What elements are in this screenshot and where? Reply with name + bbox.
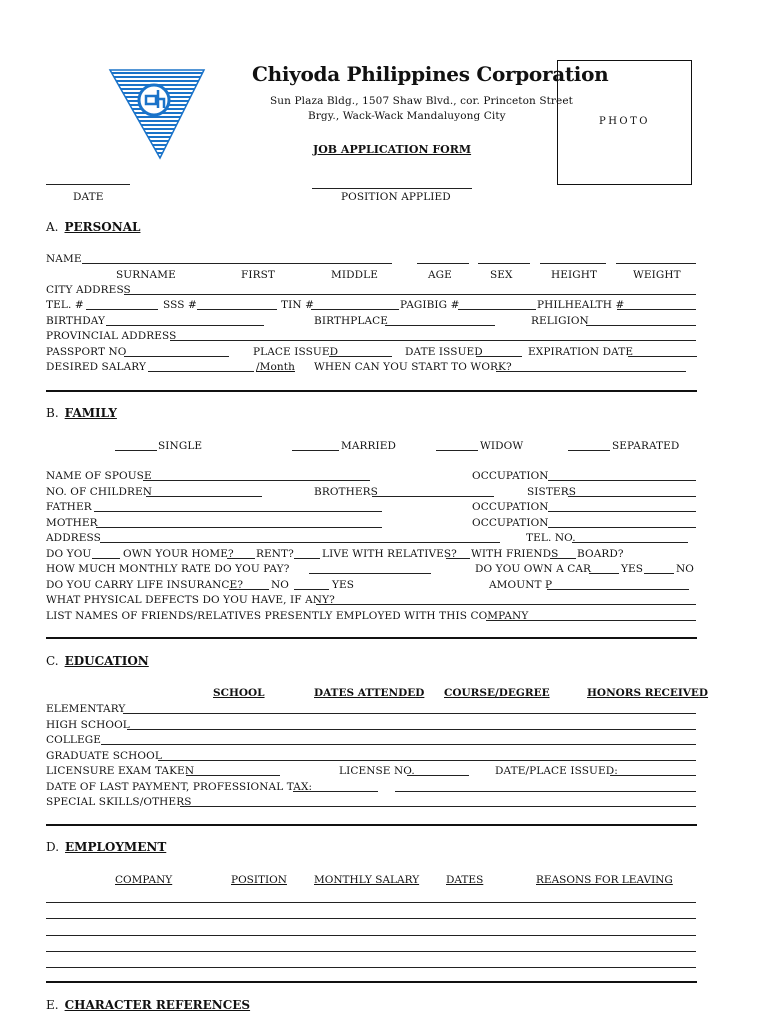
- height-field[interactable]: [540, 263, 606, 264]
- section-letter: C.: [46, 654, 59, 668]
- company-name: Chiyoda Philippines Corporation: [252, 62, 609, 86]
- elementary-label: ELEMENTARY: [46, 703, 126, 715]
- amount-field[interactable]: [547, 589, 689, 590]
- spouse-occupation-field[interactable]: [548, 480, 696, 481]
- photo-box[interactable]: [557, 60, 692, 185]
- car-yes-checkbox[interactable]: [589, 573, 619, 574]
- spouse-field[interactable]: [143, 480, 370, 481]
- skills-label: SPECIAL SKILLS/OTHERS: [46, 796, 192, 808]
- friends-label: WITH FRIENDS: [471, 548, 559, 560]
- rent-checkbox[interactable]: [227, 558, 255, 559]
- insurance-yes-checkbox[interactable]: [294, 589, 329, 590]
- own-home-label: OWN YOUR HOME?: [123, 548, 234, 560]
- start-label: WHEN CAN YOU START TO WORK?: [314, 361, 512, 373]
- spouse-label: NAME OF SPOUSE: [46, 470, 152, 482]
- skills-field[interactable]: [180, 806, 696, 807]
- insurance-no-checkbox[interactable]: [229, 589, 269, 590]
- reasons-column-header: REASONS FOR LEAVING: [536, 874, 673, 886]
- sex-field[interactable]: [478, 263, 530, 264]
- license-no-field[interactable]: [407, 775, 469, 776]
- married-label: MARRIED: [341, 440, 397, 452]
- separated-checkbox[interactable]: [568, 450, 610, 451]
- middle-label: MIDDLE: [331, 269, 378, 281]
- separated-label: SEPARATED: [612, 440, 680, 452]
- children-label: NO. OF CHILDREN: [46, 486, 153, 498]
- place-issued-label: PLACE ISSUED: [253, 346, 339, 358]
- own-home-checkbox[interactable]: [92, 558, 120, 559]
- license-no-label: LICENSE NO.: [339, 765, 415, 777]
- elementary-field[interactable]: [123, 713, 696, 714]
- high-school-field[interactable]: [127, 729, 696, 730]
- relatives-label: LIVE WITH RELATIVES?: [322, 548, 457, 560]
- position-column-header: POSITION: [231, 874, 287, 886]
- family-address-label: ADDRESS: [46, 532, 101, 544]
- graduate-field[interactable]: [158, 760, 696, 761]
- sss-label: SSS #: [163, 299, 197, 311]
- sss-field[interactable]: [197, 309, 277, 310]
- sisters-field[interactable]: [568, 496, 696, 497]
- licensure-field[interactable]: [186, 775, 280, 776]
- spouse-occupation-label: OCCUPATION: [472, 470, 549, 482]
- insurance-yes-label: YES: [332, 579, 355, 591]
- company-address-line2: Brgy., Wack-Wack Mandaluyong City: [308, 110, 506, 122]
- section-family-heading: [46, 406, 117, 420]
- own-car-label: DO YOU OWN A CAR: [475, 563, 592, 575]
- school-column-header: SCHOOL: [213, 687, 265, 699]
- monthly-rate-label: HOW MUCH MONTHLY RATE DO YOU PAY?: [46, 563, 290, 575]
- age-field[interactable]: [417, 263, 469, 264]
- tax-label: DATE OF LAST PAYMENT, PROFESSIONAL TAX:: [46, 781, 313, 793]
- brothers-label: BROTHERS: [314, 486, 378, 498]
- philhealth-field[interactable]: [617, 309, 696, 310]
- married-checkbox[interactable]: [292, 450, 339, 451]
- provincial-address-field[interactable]: [170, 340, 696, 341]
- section-divider: [46, 981, 697, 983]
- section-title: EDUCATION: [64, 654, 149, 668]
- employment-row-4[interactable]: [46, 951, 696, 952]
- company-column-header: COMPANY: [115, 874, 173, 886]
- first-label: FIRST: [241, 269, 276, 281]
- tax-place-field[interactable]: [395, 791, 696, 792]
- desired-salary-label: DESIRED SALARY: [46, 361, 146, 373]
- friends-employed-label: LIST NAMES OF FRIENDS/RELATIVES PRESENTLY EMPLOYED WITH THIS COMPANY: [46, 610, 529, 622]
- college-label: COLLEGE: [46, 734, 102, 746]
- honors-column-header: HONORS RECEIVED: [587, 687, 709, 699]
- tax-date-field[interactable]: [293, 791, 378, 792]
- section-title: EMPLOYMENT: [65, 840, 167, 854]
- father-occupation-field[interactable]: [548, 511, 696, 512]
- section-employment-heading: [46, 840, 166, 854]
- birthday-label: BIRTHDAY: [46, 315, 106, 327]
- friends-checkbox[interactable]: [446, 558, 470, 559]
- board-checkbox[interactable]: [550, 558, 576, 559]
- religion-field[interactable]: [586, 325, 696, 326]
- section-title: CHARACTER REFERENCES: [64, 998, 251, 1012]
- company-address-line1: Sun Plaza Bldg., 1507 Shaw Blvd., cor. Princeton Street: [270, 95, 574, 107]
- passport-label: PASSPORT NO: [46, 346, 127, 358]
- brothers-field[interactable]: [372, 496, 494, 497]
- family-tel-label: TEL. NO.: [526, 532, 576, 544]
- mother-label: MOTHER: [46, 517, 98, 529]
- mother-field[interactable]: [96, 527, 382, 528]
- date-label: DATE: [73, 191, 104, 203]
- salary-column-header: MONTHLY SALARY: [314, 874, 420, 886]
- name-field[interactable]: [82, 263, 392, 264]
- section-title: PERSONAL: [64, 220, 141, 234]
- insurance-label: DO YOU CARRY LIFE INSURANCE?: [46, 579, 244, 591]
- employment-row-2[interactable]: [46, 918, 696, 919]
- widow-checkbox[interactable]: [436, 450, 478, 451]
- section-letter: D.: [46, 840, 60, 854]
- section-divider: [46, 637, 697, 639]
- form-title: JOB APPLICATION FORM: [313, 143, 472, 156]
- pagibig-label: PAGIBIG #: [400, 299, 460, 311]
- expiration-field[interactable]: [628, 356, 697, 357]
- licensure-label: LICENSURE EXAM TAKEN: [46, 765, 195, 777]
- single-checkbox[interactable]: [115, 450, 157, 451]
- section-education-heading: [46, 654, 149, 668]
- birthplace-field[interactable]: [385, 325, 495, 326]
- company-logo: [108, 68, 206, 160]
- philhealth-label: PHILHEALTH #: [537, 299, 625, 311]
- do-you-label: DO YOU: [46, 548, 92, 560]
- passport-field[interactable]: [124, 356, 229, 357]
- date-place-label: DATE/PLACE ISSUED:: [495, 765, 618, 777]
- car-yes-label: YES: [621, 563, 644, 575]
- single-label: SINGLE: [158, 440, 203, 452]
- father-occupation-label: OCCUPATION: [472, 501, 549, 513]
- age-label: AGE: [428, 269, 452, 281]
- place-issued-field[interactable]: [329, 356, 392, 357]
- father-field[interactable]: [94, 511, 382, 512]
- friends-employed-field[interactable]: [486, 620, 696, 621]
- monthly-rate-field[interactable]: [309, 573, 431, 574]
- section-divider: [46, 390, 697, 392]
- section-divider: [46, 824, 697, 826]
- religion-label: RELIGION: [531, 315, 589, 327]
- name-label: NAME: [46, 253, 82, 265]
- date-issued-label: DATE ISSUED: [405, 346, 483, 358]
- course-column-header: COURSE/DEGREE: [444, 687, 550, 699]
- section-references-heading: [46, 998, 250, 1012]
- defects-label: WHAT PHYSICAL DEFECTS DO YOU HAVE, IF ANY?: [46, 594, 335, 606]
- college-field[interactable]: [101, 744, 696, 745]
- employment-row-1[interactable]: [46, 902, 696, 903]
- height-label: HEIGHT: [551, 269, 598, 281]
- expiration-label: EXPIRATION DATE: [528, 346, 634, 358]
- tin-label: TIN #: [281, 299, 314, 311]
- weight-field[interactable]: [616, 263, 696, 264]
- month-label: /Month: [256, 361, 295, 373]
- employment-row-3[interactable]: [46, 935, 696, 936]
- rent-label: RENT?: [256, 548, 294, 560]
- tel-field[interactable]: [86, 309, 158, 310]
- amount-label: AMOUNT P: [489, 579, 553, 591]
- mother-occupation-field[interactable]: [548, 527, 696, 528]
- graduate-label: GRADUATE SCHOOL: [46, 750, 162, 762]
- date-field[interactable]: [46, 184, 130, 185]
- sisters-label: SISTERS: [527, 486, 577, 498]
- date-place-field[interactable]: [610, 775, 696, 776]
- mother-occupation-label: OCCUPATION: [472, 517, 549, 529]
- birthday-field[interactable]: [106, 325, 264, 326]
- tin-field[interactable]: [311, 309, 399, 310]
- date-issued-field[interactable]: [476, 356, 522, 357]
- widow-label: WIDOW: [480, 440, 524, 452]
- position-label: POSITION APPLIED: [341, 191, 451, 203]
- defects-field[interactable]: [316, 604, 696, 605]
- city-address-label: CITY ADDRESS: [46, 284, 131, 296]
- dates-attended-column-header: DATES ATTENDED: [314, 687, 425, 699]
- logo-graphic: [108, 68, 206, 160]
- weight-label: WEIGHT: [633, 269, 681, 281]
- tel-label: TEL. #: [46, 299, 84, 311]
- car-no-checkbox[interactable]: [644, 573, 674, 574]
- start-field[interactable]: [496, 371, 686, 372]
- section-letter: A.: [46, 220, 59, 234]
- car-no-label: NO: [676, 563, 694, 575]
- surname-label: SURNAME: [116, 269, 176, 281]
- city-address-field[interactable]: [124, 294, 696, 295]
- section-title: FAMILY: [64, 406, 117, 420]
- sex-label: SEX: [490, 269, 513, 281]
- position-field[interactable]: [312, 188, 472, 189]
- employment-row-5[interactable]: [46, 967, 696, 968]
- section-letter: B.: [46, 406, 59, 420]
- section-letter: E.: [46, 998, 59, 1012]
- children-field[interactable]: [146, 496, 262, 497]
- pagibig-field[interactable]: [458, 309, 536, 310]
- dates-column-header: DATES: [446, 874, 484, 886]
- relatives-checkbox[interactable]: [294, 558, 320, 559]
- high-school-label: HIGH SCHOOL: [46, 719, 130, 731]
- family-tel-field[interactable]: [572, 542, 688, 543]
- board-label: BOARD?: [577, 548, 624, 560]
- family-address-field[interactable]: [100, 542, 500, 543]
- insurance-no-label: NO: [271, 579, 289, 591]
- photo-label: PHOTO: [598, 116, 650, 127]
- desired-salary-field[interactable]: [148, 371, 254, 372]
- provincial-address-label: PROVINCIAL ADDRESS: [46, 330, 177, 342]
- birthplace-label: BIRTHPLACE: [314, 315, 389, 327]
- section-personal-heading: [46, 220, 140, 234]
- father-label: FATHER: [46, 501, 92, 513]
